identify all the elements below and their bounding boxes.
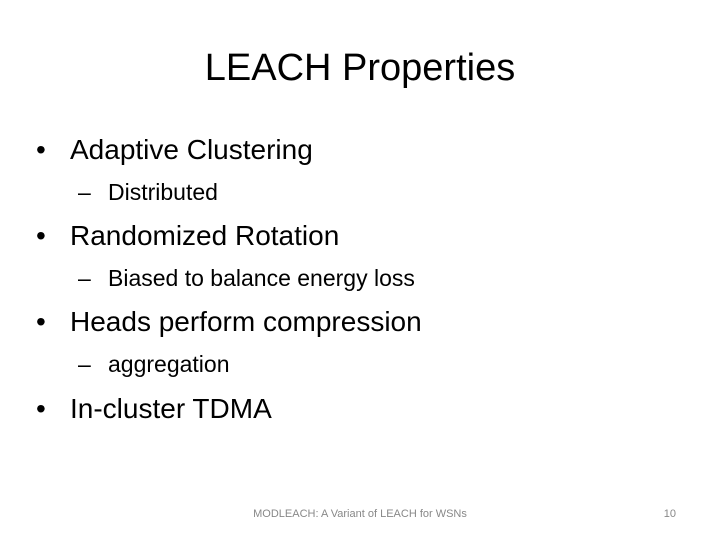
bullet-text: Adaptive Clustering: [70, 134, 313, 165]
sub-bullet-item: [78, 350, 230, 378]
footer-text: MODLEACH: A Variant of LEACH for WSNs: [253, 508, 467, 520]
bullet-item: [36, 133, 313, 167]
bullet-text: Heads perform compression: [70, 306, 422, 337]
sub-bullet-marker: –: [78, 179, 91, 205]
sub-bullet-item: [78, 178, 218, 206]
bullet-marker: •: [36, 306, 46, 337]
page-number: 10: [663, 508, 676, 520]
bullet-marker: •: [36, 134, 46, 165]
slide-title: LEACH Properties: [204, 47, 516, 89]
sub-bullet-marker: –: [78, 265, 91, 291]
sub-bullet-marker: –: [78, 351, 91, 377]
sub-bullet-item: [78, 264, 415, 292]
sub-bullet-text: Distributed: [108, 179, 218, 205]
bullet-marker: •: [36, 220, 46, 251]
sub-bullet-text: aggregation: [108, 351, 230, 377]
bullet-item: [36, 392, 272, 426]
bullet-marker: •: [36, 393, 46, 424]
bullet-text: In-cluster TDMA: [70, 393, 272, 424]
bullet-item: [36, 305, 422, 339]
bullet-item: [36, 219, 339, 253]
sub-bullet-text: Biased to balance energy loss: [108, 265, 415, 291]
bullet-text: Randomized Rotation: [70, 220, 340, 251]
